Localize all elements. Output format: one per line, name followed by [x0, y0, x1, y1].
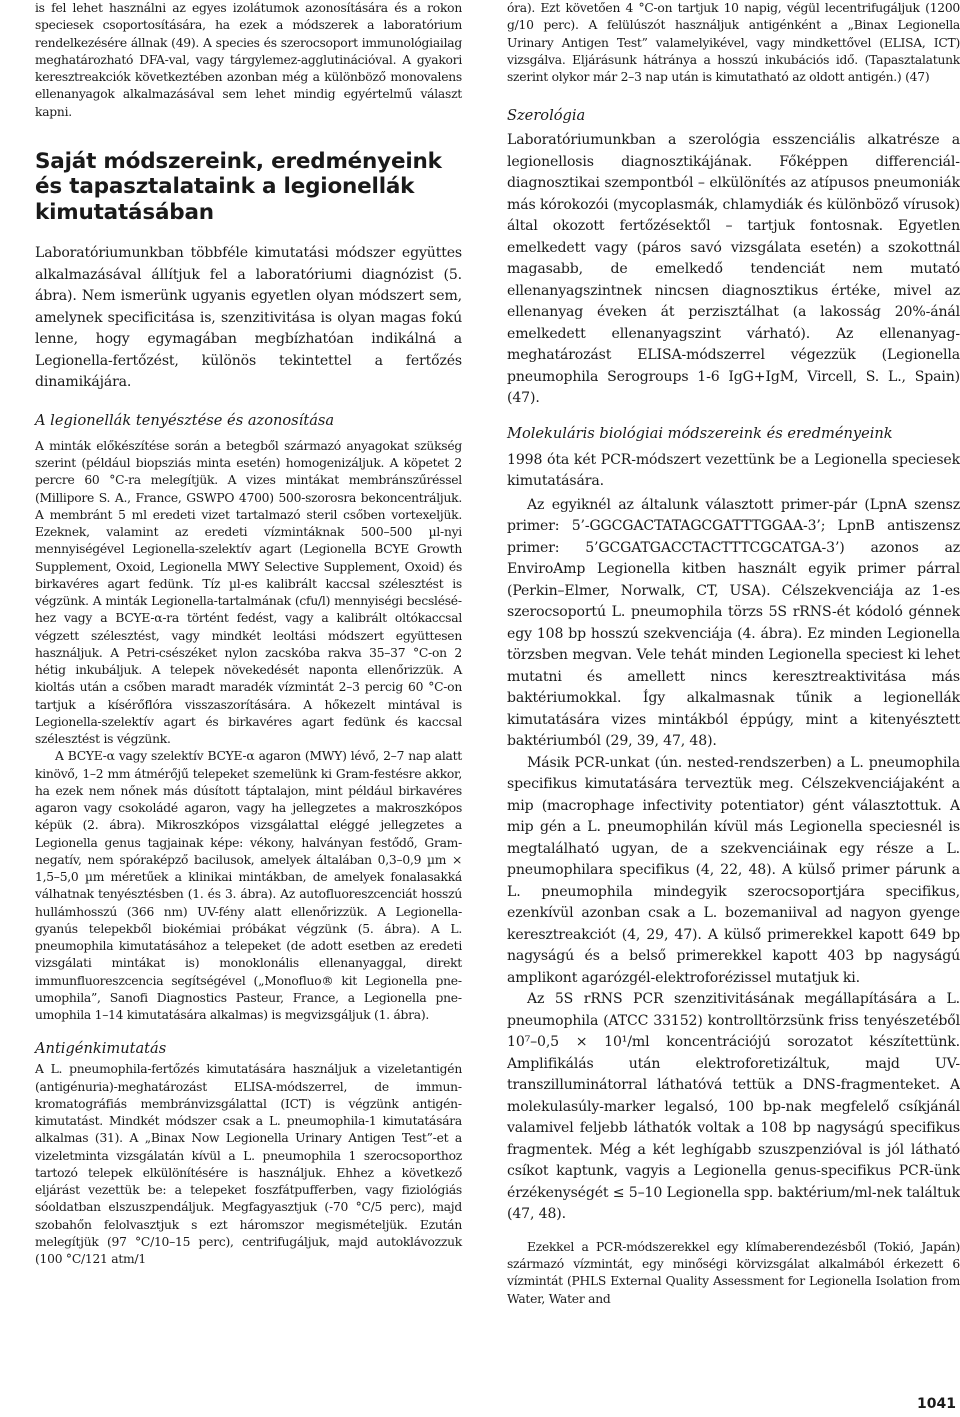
- molecular-paragraph-4: Az 5S rRNS PCR szenzitivitásának megállapítására a L. pneumophila (ATCC 33152) kontrolltörzsünk friss tenyészetéből 10⁷–0,5 × 10¹/ml koncentrációjú sorozatot készítettünk. Amplifikálás után elektroforetizáltuk, majd UV-transzilluminátorral láthatóvá tettük a DNS-fragmenteket. A molekulasúly-marker legalsó, 100 bp-nak megfelelő csíkjánál valamivel feljebb láthatók voltak a 108 bp nagyságú specifikus fragmentek. Még a két leghígabb szuszpenzióval is jól látható csíkot kaptunk, vagyis a Legionella genus-specifikus PCR-ünk érzékenységét ≤ 5–10 Legionella spp. baktérium/ml-nek találtuk (47, 48).: [507, 991, 960, 1223]
- intro-paragraph: is fel lehet használni az egyes izolátumok azonosítására és a rokon speciesek csoportosítására, ha ezek a módszerek a laboratórium rendelkezésére állnak (49). A species és szerocsoport immunológiailag meghatározható DFA-val, vagy tárgylemez-agglutinációval. A gyakori keresztreakciók következtében azonban még a különböző monovalens ellenanyagok alkalmazásával sem lehet mindig egyértelmű választ kapni.: [35, 1, 462, 119]
- molecular-paragraph-3: Másik PCR-unkat (ún. nested-rendszerben) a L. pneumophila specifikus kimutatására terveztük meg. Célszekvenciájaként a mip (macrophage infectivity potentiator) gént választottuk. A mip gén a L. pneumophilán kívül más Legionella speciesnél is megtalálható ugyan, de a szekvenciáinak egy része a L. pneumophilara specifikus (4, 22, 48). A külső primer párunk a L. pneumophila mindegyik szerocsoportjára specifikus, ezenkívül azonban csak a L. bozemaniival ad nagyon gyenge keresztreakciót (4, 29, 47). A külső primerekkel kapott 649 bp nagyságú és a belső primerekkel kapott 403 bp nagyságú amplikont agarózgél-elektroforézissel mutatjuk ki.: [507, 754, 960, 986]
- page-number: 1041: [917, 1396, 956, 1412]
- serology-heading: Szerológia: [507, 107, 586, 125]
- final-paragraph: Ezekkel a PCR-módszerekkel egy klímaberendezésből (Tokió, Japán) származó vízmintát, egy minőségi körvizsgálat alkalmából érkezett 6 vízmintát (PHLS External Quality Assessment for Legionella Isolation from Water, Water and: [507, 1239, 960, 1306]
- culture-paragraph-1: A minták előkészítése során a betegből származó anyagokat szükség szerint (például biopsziás minta esetén) homogenizáljuk. A köpetet 2 percre 60 °C-ra melegítjük. A vizes mintákat membránszűréssel (Millipore S. A., France, GSWPO 4700) 500-szorosra bekoncentráljuk. A membránt 5 ml eredeti vizet tartalmazó steril csőben vortexeljük. Ezeknek, valamint az eredeti vízmintáknak 500–500 µl-nyi mennyiségével Legionella-szelektív agart (Legionella BCYE Growth Supplement, Oxoid, Legionella MWY Selective Supplement, Oxoid) és birkavéres agart fedünk. Tíz µl-es kalibrált kaccsal szélesztést is végzünk. A minták Legionella-tartalmának (cfu/l) mennyiségi becsléséhez vagy a BCYE-α-ra történt fedést, vagy a kalibrált oltókaccsal végzett szélesztést, vagy mindkét leoltási módszert együttesen használjuk. A Petri-csészéket nylon zacskóba rakva 35–37 °C-on 2 hétig inkubáljuk. A telepek növekedését naponta ellenőrizzük. A kioltás után a csőben maradt maradék vízmintát 2–3 percig 60 °C-on tartjuk a kísérőflóra visszaszorítására. A hőkezelt mintával is Legionella-szelektív agart és birkavéres agart fedünk és kaccsal szélesztést is végzünk.: [35, 438, 462, 746]
- section-paragraph: Laboratóriumunkban többféle kimutatási módszer együttes alkalmazásával állítjuk fel a laboratóriumi diagnózist (5. ábra). Nem ismerünk ugyanis egyetlen olyan módszert sem, amelynek specificitása is, szenzitivitása is olyan magas fokú lenne, hogy egymagában megbízhatóan indikálná a Legionella-fertőzést, különös tekintettel a fertőzés dinamikájára.: [35, 245, 462, 391]
- culture-paragraph-2: A BCYE-α vagy szelektív BCYE-α agaron (MWY) lévő, 2–7 nap alatt kinövő, 1–2 mm átmérőjű telepeket szemelünk ki Gram-festésre akkor, ha ezek nem nőnek más dúsított táptalajon, mint például birkavéres agaron vagy csokoládé agaron, vagy ha jellegzetes a makroszkópos képük (2. ábra). Mikroszkópos vizsgálattal eléggé jellegzetes a Legionella genus tagjainak képe: vékony, halványan festődő, Gram-negatív, nem spóraképző bacilusok, amelyek általában 0,3–0,9 µm × 1,5–5,0 µm méretűek a klinikai mintákban, de amelyek fonalasakká válhatnak tenyésztésben (1. és 3. ábra). Az autofluoreszcenciát hosszú hullámhosszú (366 nm) UV-fény alatt ellenőrizzük. A Legionella-gyanús telepekből biokémiai próbákat végzünk (5. ábra). A L. pneumophila kimutatásához a telepeket (de adott esetben az eredeti vizsgálati mintákat is) monoklonális ellenanyaggal, direkt immunfluoreszcencia segítségével („Monofluo® kit Legionella pneumophila”, Sanofi Diagnostics Pasteur, France, a Legionella pneumophila 1–14 kimutatására alkalmas) is megvizsgáljuk (1. ábra).: [35, 749, 462, 1022]
- molecular-paragraph-2: Az egyiknél az általunk választott primer-pár (LpnA szensz primer: 5’-GGCGACTATAGCGATTTGGAA-3’; LpnB antiszensz primer: 5’GCGATGACCTACTTTCGCATGA-3’) azonos az EnviroAmp Legionella kitben használt egyik primer párral (Perkin–Elmer, Norwalk, CT, USA). Célszekvenciája az 1-es szerocsoportú L. pneumophila törzs 5S rRNS-ét kódoló génnek egy 108 bp hosszú szekvenciája (4. ábra). Ez minden Legionella törzsben megvan. Vele tehát minden Legionella speciest ki lehet mutatni és amellett nincs keresztreaktivitása más baktériumokkal. Így alkalmasnak tűnik a legionellák kimutatására vizes mintákból éppúgy, mint a kitenyésztett baktériumból (29, 39, 47, 48).: [507, 496, 960, 750]
- antigen-paragraph: A L. pneumophila-fertőzés kimutatására használjuk a vizeletantigén (antigénuria)-meghatározást ELISA-módszerrel, de immunkromatográfiás membránvizsgálattal (ICT) is végzünk antigénkimutatást. Mindkét módszer csak a L. pneumophila-1 kimutatására alkalmas (31). A „Binax Now Legionella Urinary Antigen Test”-et a vizeletminta vizsgálatán kívül a L. pneumophila 1 szerocsoporthoz tartozó telepek elkülönítésére is használjuk. Ehhez a következő eljárást vezettük be: a telepeket foszfátpufferben, vagy fiziológiás sóoldatban elszuszpendáljuk. Megfagyasztjuk (-70 °C/5 perc), majd szobahőn felolvasztjuk s ezt háromszor megismételjük. Ezután melegítjük (97 °C/10–15 perc), centrifugáljuk, majd autoklávozzuk (100 °C/121 atm/1: [35, 1062, 462, 1266]
- culture-heading: A legionellák tenyésztése és azonosítása: [35, 411, 335, 429]
- section-title: Saját módszereink, eredményeink és tapasztalataink a legionellák kimutatásában: [35, 148, 442, 225]
- serology-paragraph: Laboratóriumunkban a szerológia esszenciális alkatrésze a legionellosis diagnosztikájának. Főképpen differenciáldiagnosztikai szempontból – elkülönítés az atípusos pneumoniák más kórokozói (mycoplasmák, chlamydiák és különböző vírusok) által okozott fertőzésektől – tartjuk fontosnak. Egyetlen emelkedett vagy (páros savó vizsgálata esetén) a szokottnál magasabb, de emelkedő tendenciát nem mutató ellenanyagszintnek nincsen diagnosztikus értéke, mivel az ellenanyag éveken át perzisztálhat (a lakosság 20%-ánál emelkedett ellenanyagszint várható). Az ellenanyag-meghatározást ELISA-módszerrel végezzük (Legionella pneumophila Serogroups 1-6 IgG+IgM, Vircell, S. L., Spain) (47).: [507, 132, 960, 407]
- molecular-paragraph-1: 1998 óta két PCR-módszert vezettünk be a Legionella speciesek kimutatására.: [507, 451, 960, 490]
- molecular-heading: Molekuláris biológiai módszereink és eredményeink: [507, 424, 893, 442]
- left-column: [35, 0, 462, 1268]
- antigen-continued-paragraph: óra). Ezt követően 4 °C-on tartjuk 10 napig, végül lecentrifugáljuk (1200 g/10 perc). A felülúszót használjuk antigénként a „Binax Legionella Urinary Antigen Test” valamelyikével, vagy mindkettővel (ELISA, ICT) vizsgálva. Eljárásunk hátránya a hosszú inkubációs idő. (Tapasztalatunk szerint olykor már 2–3 nap után is kimutatható az oldott antigén.) (47): [507, 1, 960, 84]
- antigen-heading: Antigénkimutatás: [35, 1040, 167, 1058]
- right-column: [507, 0, 960, 1308]
